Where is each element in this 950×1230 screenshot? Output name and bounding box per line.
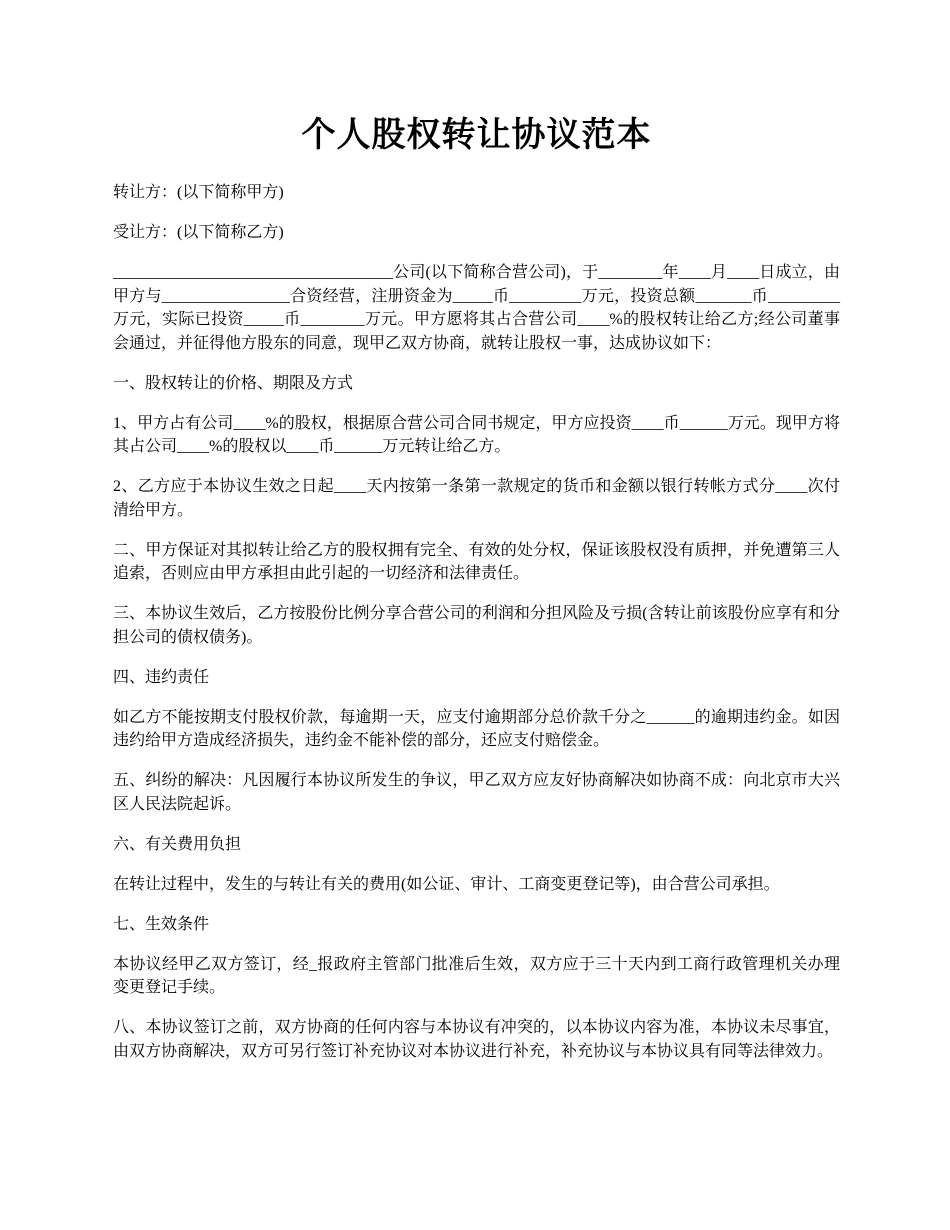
section-3-paragraph: 三、本协议生效后，乙方按股份比例分享合营公司的利润和分担风险及亏损(含转让前该股份应享有和分担公司的债权债务)。 bbox=[113, 605, 840, 646]
section-2-paragraph: 二、甲方保证对其拟转让给乙方的股权拥有完全、有效的处分权，保证该股权没有质押，并免遭第三人追索，否则应由甲方承担由此引起的一切经济和法律责任。 bbox=[113, 541, 840, 582]
section-8-paragraph: 八、本协议签订之前，双方协商的任何内容与本协议有冲突的，以本协议内容为准，本协议未尽事宜，由双方协商解决，双方可另行签订补充协议对本协议进行补充，补充协议与本协议具有同等法律效力。 bbox=[113, 1019, 840, 1060]
section-heading-7: 七、生效条件 bbox=[113, 915, 210, 933]
clause-1-1: 1、甲方占有公司____%的股权，根据原合营公司合同书规定，甲方应投资____币______万元。现甲方将其占公司____%的股权以____币______万元转让给乙方。 bbox=[113, 414, 840, 455]
expenses-paragraph: 在转让过程中，发生的与转让有关的费用(如公证、审计、工商变更登记等)，由合营公司承担。 bbox=[113, 875, 780, 893]
section-5-paragraph: 五、纠纷的解决：凡因履行本协议所发生的争议，甲乙双方应友好协商解决如协商不成：向北京市大兴区人民法院起诉。 bbox=[113, 772, 840, 813]
section-heading-1: 一、股权转让的价格、期限及方式 bbox=[113, 374, 354, 392]
document-title: 个人股权转让协议范本 bbox=[301, 117, 652, 154]
document-page bbox=[113, 0, 840, 1063]
transferee-line: 受让方：(以下简称乙方) bbox=[113, 224, 284, 241]
section-heading-4: 四、违约责任 bbox=[113, 668, 210, 686]
transferor-line: 转让方：(以下简称甲方) bbox=[113, 184, 284, 201]
effectiveness-paragraph: 本协议经甲乙双方签订，经_报政府主管部门批准后生效，双方应于三十天内到工商行政管理机关办理变更登记手续。 bbox=[113, 955, 840, 996]
breach-paragraph: 如乙方不能按期支付股权价款，每逾期一天，应支付逾期部分总价款千分之______的逾期违约金。如因违约给甲方造成经济损失，违约金不能补偿的部分，还应支付赔偿金。 bbox=[113, 708, 840, 749]
section-heading-6: 六、有关费用负担 bbox=[113, 835, 242, 853]
preamble-paragraph: ___________________________________公司(以下简称合营公司)，于________年____月____日成立，由甲方与________________合资经营，注册资金为_____币_________万元，投资总额_______币_________万元，实际已投资_____币________万元。甲方愿将其占合营公司____%的股权转让给乙方;经公司董事会通过，并征得他方股东的同意，现甲乙双方协商，就转让股权一事，达成协议如下： bbox=[113, 264, 840, 352]
clause-1-2: 2、乙方应于本协议生效之日起____天内按第一条第一款规定的货币和金额以银行转帐方式分____次付清给甲方。 bbox=[113, 478, 840, 519]
